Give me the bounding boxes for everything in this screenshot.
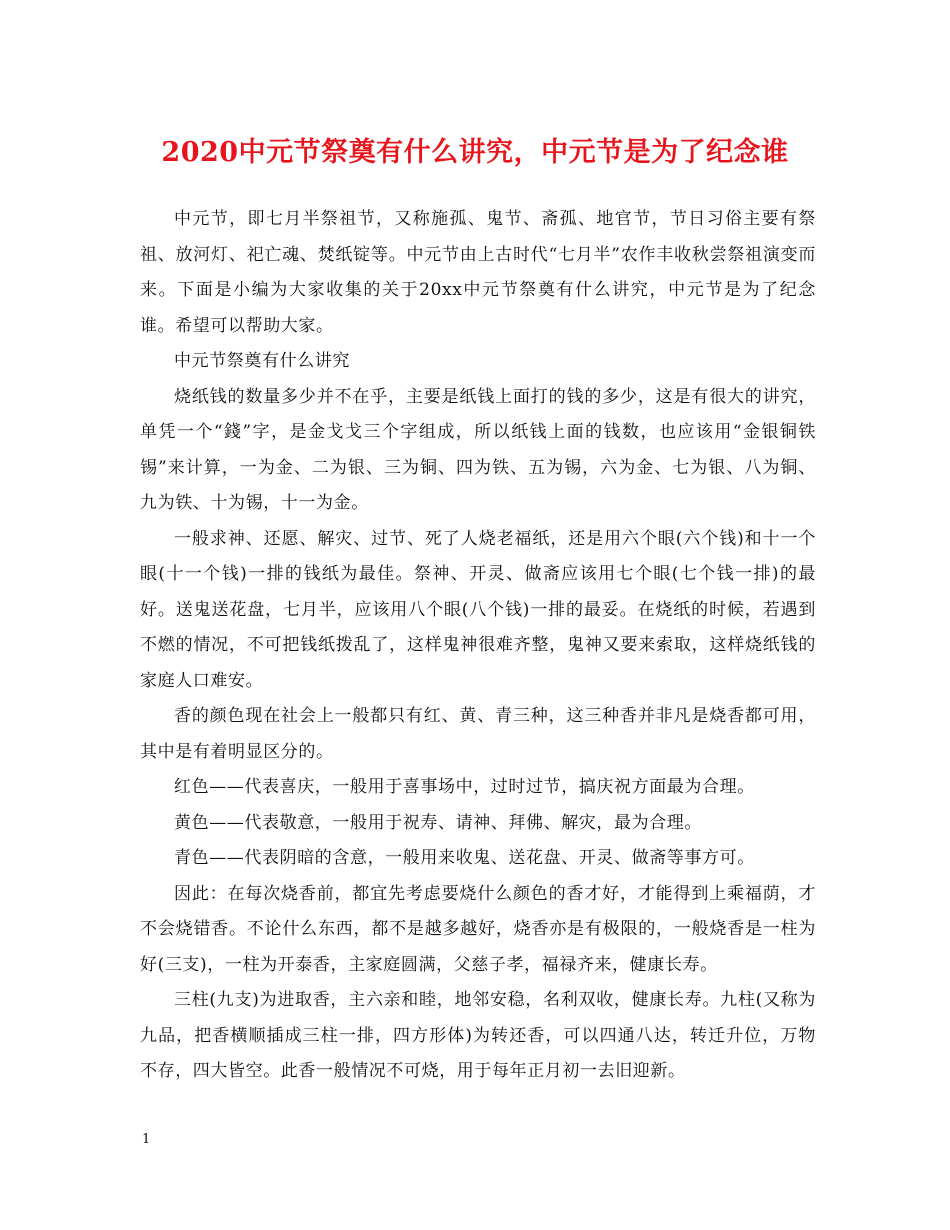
document-body — [140, 202, 816, 1090]
paragraph-intro: 中元节，即七月半祭祖节，又称施孤、鬼节、斋孤、地官节，节日习俗主要有祭祖、放河灯、祀亡魂、焚纸锭等。中元节由上古时代“七月半”农作丰收秋尝祭祖演变而来。下面是小编为大家收集的关于20xx中元节祭奠有什么讲究，中元节是为了纪念谁。希望可以帮助大家。 — [140, 209, 816, 336]
paragraph-paper-holes: 一般求神、还愿、解灾、过节、死了人烧老福纸，还是用六个眼(六个钱)和十一个眼(十一个钱)一排的钱纸为最佳。祭神、开灵、做斋应该用七个眼(七个钱一排)的最好。送鬼送花盘，七月半，应该用八个眼(八个钱)一排的最妥。在烧纸的时候，若遇到不燃的情况，不可把钱纸拨乱了，这样鬼神很难齐整，鬼神又要来索取，这样烧纸钱的家庭人口难安。 — [140, 528, 816, 691]
document-title: 2020中元节祭奠有什么讲究，中元节是为了纪念谁 — [161, 137, 789, 168]
paragraph-therefore: 因此：在每次烧香前，都宜先考虑要烧什么颜色的香才好，才能得到上乘福荫，才不会烧错香。不论什么东西，都不是越多越好，烧香亦是有极限的，一般烧香是一柱为好(三支)，一柱为开泰香，主家庭圆满，父慈子孝，福禄齐来，健康长寿。 — [140, 883, 816, 975]
paragraph-paper-money: 烧纸钱的数量多少并不在乎，主要是纸钱上面打的钱的多少，这是有很大的讲究，单凭一个“錢”字，是金戈戈三个字组成，所以纸钱上面的钱数，也应该用“金银铜铁锡”来计算，一为金、二为银、三为铜、四为铁、五为锡，六为金、七为银、八为铜、九为铁、十为锡，十一为金。 — [140, 386, 816, 513]
paragraph-incense-colors: 香的颜色现在社会上一般都只有红、黄、青三种，这三种香并非凡是烧香都可用，其中是有着明显区分的。 — [140, 706, 816, 762]
section-heading: 中元节祭奠有什么讲究 — [174, 351, 350, 371]
paragraph-three-pillars: 三柱(九支)为进取香，主六亲和睦，地邻安稳，名利双收，健康长寿。九柱(又称为九品，把香横顺插成三柱一排，四方形体)为转还香，可以四通八达，转迁升位，万物不存，四大皆空。此香一般情况不可烧，用于每年正月初一去旧迎新。 — [140, 990, 816, 1081]
paragraph-red: 红色——代表喜庆，一般用于喜事场中，过时过节，搞庆祝方面最为合理。 — [174, 777, 755, 797]
paragraph-cyan: 青色——代表阴暗的含意，一般用来收鬼、送花盘、开灵、做斋等事方可。 — [174, 848, 755, 868]
page-number: 1 — [142, 1132, 151, 1147]
paragraph-yellow: 黄色——代表敬意，一般用于祝寿、请神、拜佛、解灾，最为合理。 — [174, 812, 702, 833]
